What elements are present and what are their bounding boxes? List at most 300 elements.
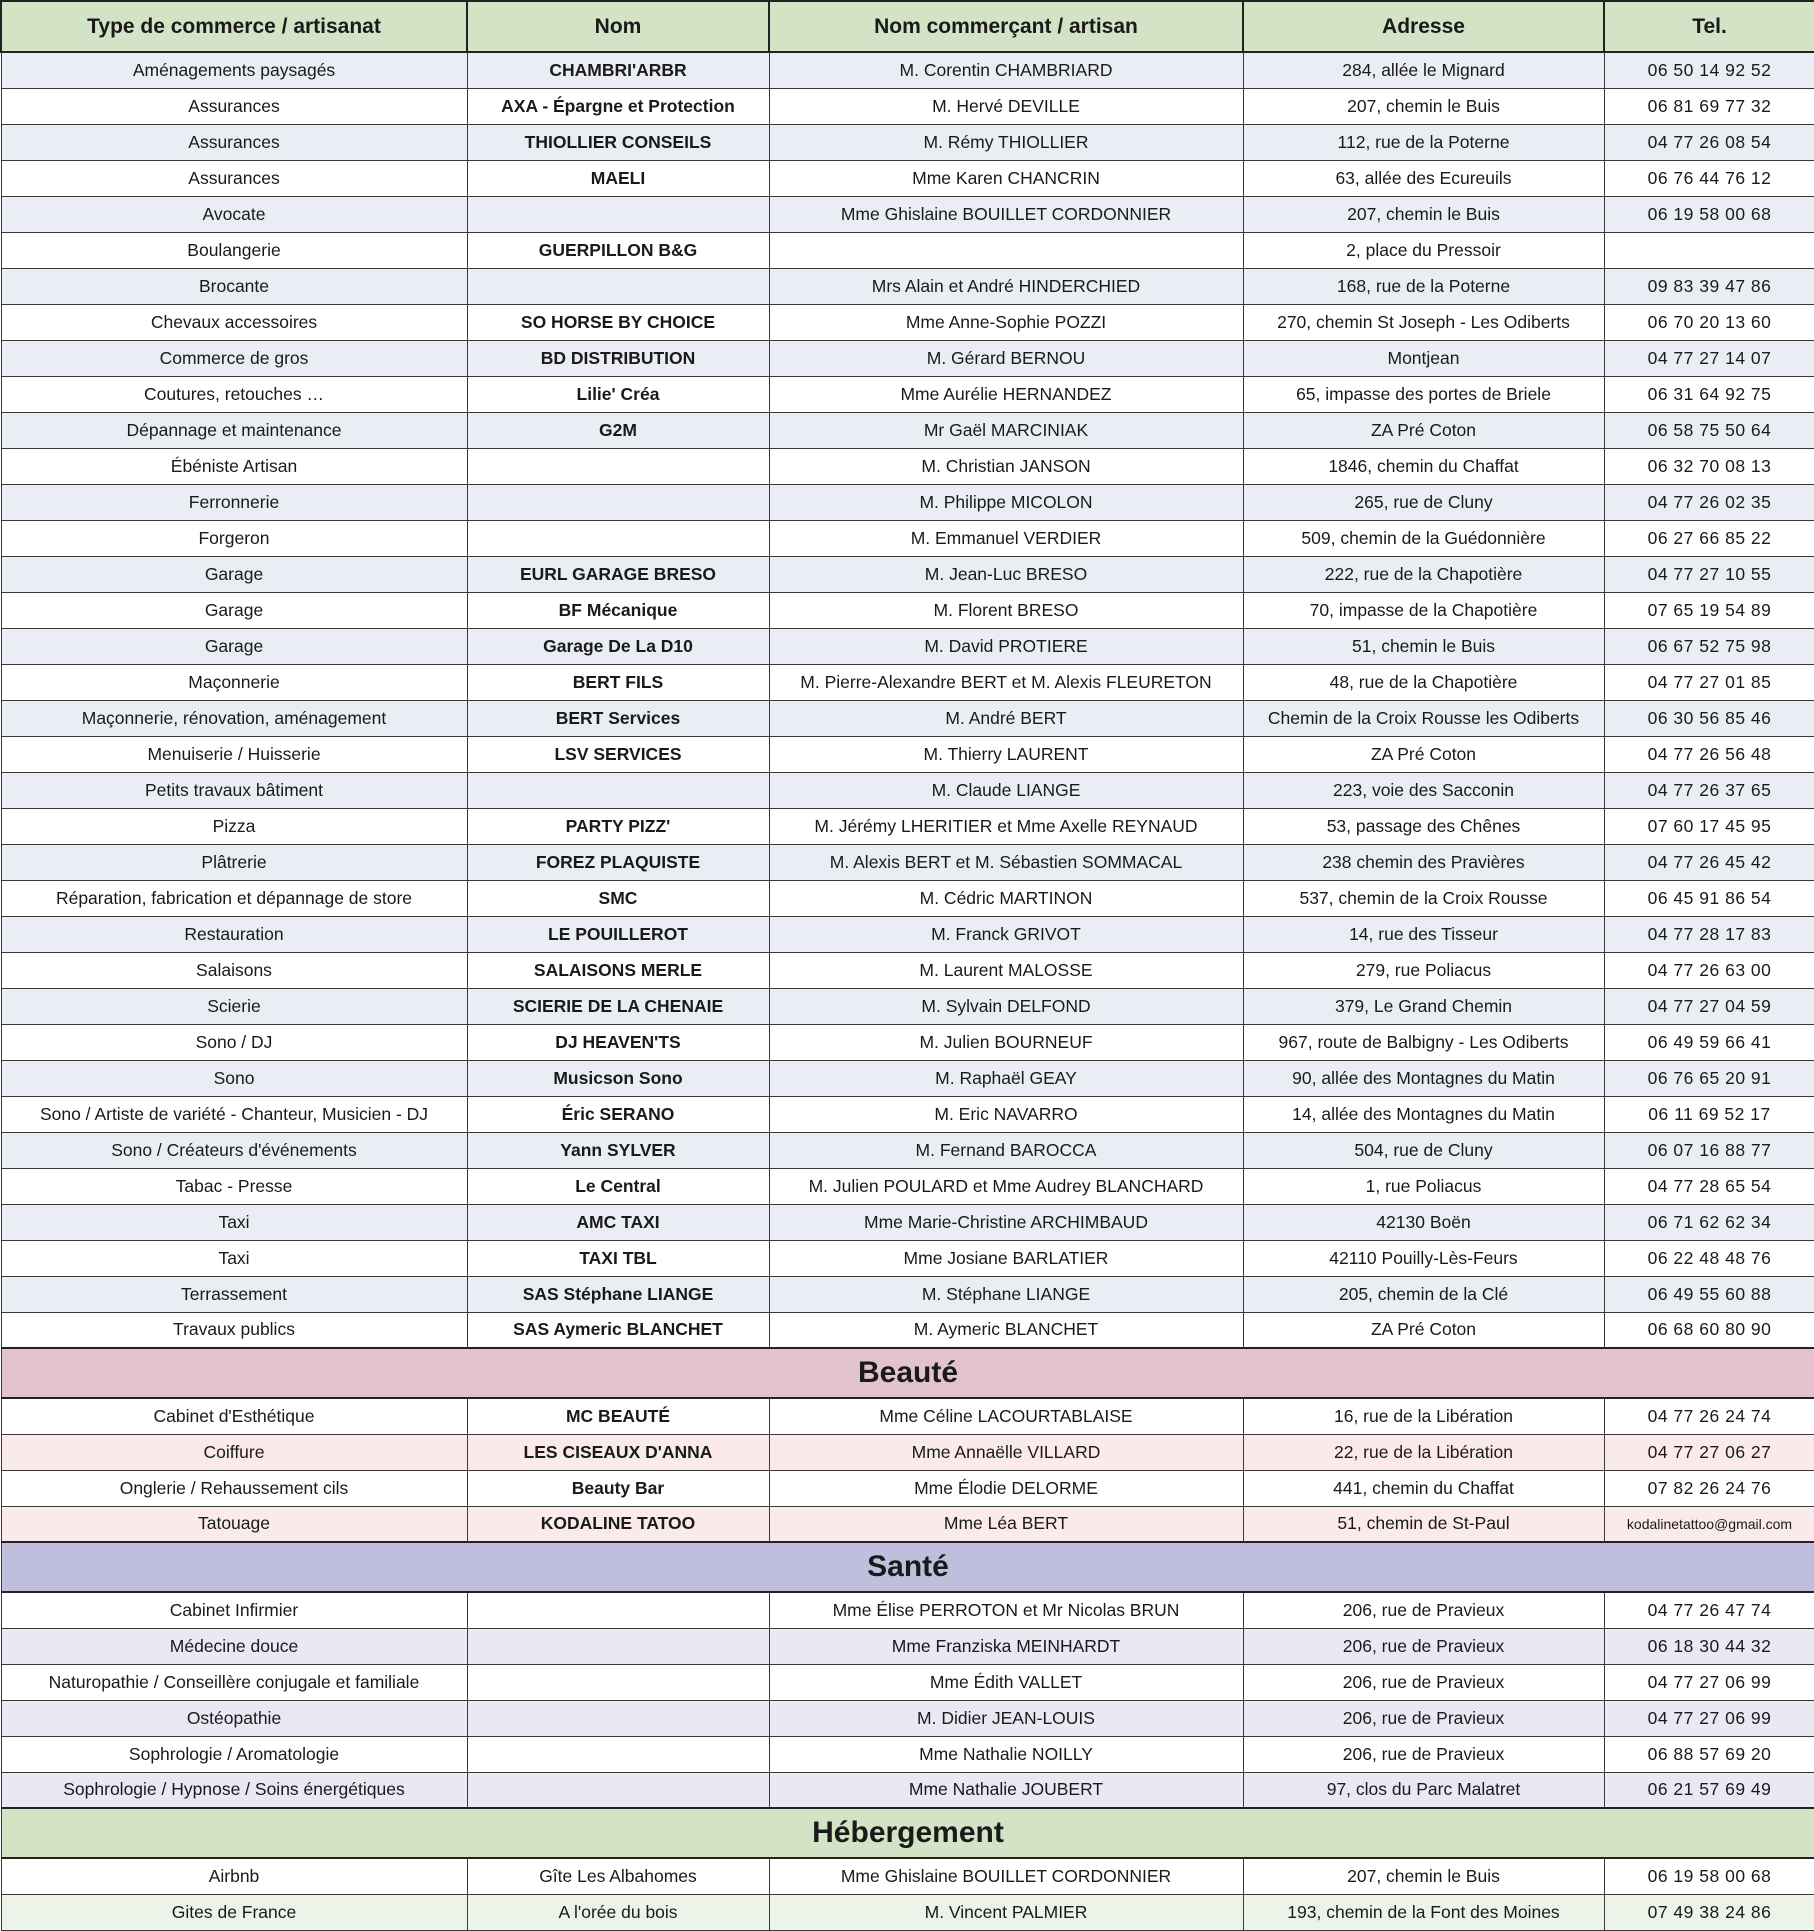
cell-tel: 06 49 55 60 88 [1604,1276,1814,1312]
cell-adresse: 97, clos du Parc Malatret [1243,1772,1604,1808]
cell-nom: SALAISONS MERLE [467,952,769,988]
cell-type: Ostéopathie [1,1700,467,1736]
cell-type: Forgeron [1,520,467,556]
cell-adresse: 63, allée des Ecureuils [1243,160,1604,196]
cell-commercant: M. Sylvain DELFOND [769,988,1243,1024]
cell-nom: SAS Stéphane LIANGE [467,1276,769,1312]
table-body [1,52,1814,1930]
cell-tel: 06 67 52 75 98 [1604,628,1814,664]
cell-type: Onglerie / Rehaussement cils [1,1470,467,1506]
cell-type: Tabac - Presse [1,1168,467,1204]
table-row [1,448,1814,484]
header-commercant: Nom commerçant / artisan [769,1,1243,52]
header-adresse: Adresse [1243,1,1604,52]
table-row [1,484,1814,520]
cell-type: Assurances [1,88,467,124]
table-row [1,1312,1814,1348]
cell-nom [467,772,769,808]
cell-type: Sono / DJ [1,1024,467,1060]
cell-adresse: 53, passage des Chênes [1243,808,1604,844]
cell-adresse: ZA Pré Coton [1243,412,1604,448]
cell-type: Petits travaux bâtiment [1,772,467,808]
cell-type: Restauration [1,916,467,952]
table-row [1,1398,1814,1434]
cell-commercant: M. Vincent PALMIER [769,1894,1243,1930]
table-row [1,1736,1814,1772]
cell-commercant: Mme Anne-Sophie POZZI [769,304,1243,340]
cell-type: Airbnb [1,1858,467,1894]
table-row [1,1700,1814,1736]
cell-nom: AXA - Épargne et Protection [467,88,769,124]
cell-adresse: 48, rue de la Chapotière [1243,664,1604,700]
cell-type: Sophrologie / Hypnose / Soins énergétiques [1,1772,467,1808]
cell-tel: 04 77 27 06 99 [1604,1700,1814,1736]
cell-nom: SCIERIE DE LA CHENAIE [467,988,769,1024]
cell-type: Maçonnerie [1,664,467,700]
section-beaute [1,1348,1814,1398]
cell-type: Médecine douce [1,1628,467,1664]
table-row [1,1434,1814,1470]
cell-tel: 04 77 26 02 35 [1604,484,1814,520]
cell-commercant: M. Aymeric BLANCHET [769,1312,1243,1348]
cell-tel: 04 77 26 24 74 [1604,1398,1814,1434]
cell-type: Plâtrerie [1,844,467,880]
section-beaute-title: Beauté [1,1348,1814,1398]
cell-nom: Musicson Sono [467,1060,769,1096]
table-row [1,844,1814,880]
cell-adresse: 223, voie des Sacconin [1243,772,1604,808]
cell-adresse: ZA Pré Coton [1243,1312,1604,1348]
cell-nom [467,448,769,484]
cell-type: Scierie [1,988,467,1024]
cell-tel: 04 77 26 37 65 [1604,772,1814,808]
cell-nom: THIOLLIER CONSEILS [467,124,769,160]
cell-nom: A l'orée du bois [467,1894,769,1930]
cell-nom: MAELI [467,160,769,196]
cell-commercant: Mme Céline LACOURTABLAISE [769,1398,1243,1434]
cell-commercant: Mme Karen CHANCRIN [769,160,1243,196]
cell-commercant: M. Eric NAVARRO [769,1096,1243,1132]
cell-adresse: Montjean [1243,340,1604,376]
cell-commercant: Mme Élodie DELORME [769,1470,1243,1506]
cell-nom: KODALINE TATOO [467,1506,769,1542]
table-row [1,412,1814,448]
cell-nom: G2M [467,412,769,448]
cell-adresse: 70, impasse de la Chapotière [1243,592,1604,628]
table-row [1,268,1814,304]
cell-adresse: 206, rue de Pravieux [1243,1592,1604,1628]
cell-tel: 06 58 75 50 64 [1604,412,1814,448]
cell-nom: Beauty Bar [467,1470,769,1506]
cell-tel: 06 70 20 13 60 [1604,304,1814,340]
table-row [1,52,1814,88]
cell-type: Boulangerie [1,232,467,268]
cell-commercant: M. Rémy THIOLLIER [769,124,1243,160]
table-row [1,1506,1814,1542]
cell-adresse: Chemin de la Croix Rousse les Odiberts [1243,700,1604,736]
cell-commercant: Mme Léa BERT [769,1506,1243,1542]
cell-tel: 07 60 17 45 95 [1604,808,1814,844]
cell-type: Tatouage [1,1506,467,1542]
table-row [1,664,1814,700]
cell-tel: 06 81 69 77 32 [1604,88,1814,124]
cell-commercant: Mme Nathalie NOILLY [769,1736,1243,1772]
table-row [1,1168,1814,1204]
table-row [1,124,1814,160]
cell-nom: SAS Aymeric BLANCHET [467,1312,769,1348]
cell-commercant: M. Philippe MICOLON [769,484,1243,520]
cell-adresse: 207, chemin le Buis [1243,1858,1604,1894]
cell-adresse: 206, rue de Pravieux [1243,1628,1604,1664]
cell-tel: 04 77 26 63 00 [1604,952,1814,988]
cell-type: Assurances [1,124,467,160]
cell-nom [467,196,769,232]
cell-adresse: 42110 Pouilly-Lès-Feurs [1243,1240,1604,1276]
cell-commercant [769,232,1243,268]
cell-adresse: 379, Le Grand Chemin [1243,988,1604,1024]
table-row [1,1664,1814,1700]
cell-nom: SMC [467,880,769,916]
cell-tel: 04 77 27 06 99 [1604,1664,1814,1700]
cell-tel: 06 19 58 00 68 [1604,1858,1814,1894]
table-row [1,1240,1814,1276]
cell-type: Garage [1,556,467,592]
cell-adresse: 537, chemin de la Croix Rousse [1243,880,1604,916]
cell-nom: GUERPILLON B&G [467,232,769,268]
cell-nom: Yann SYLVER [467,1132,769,1168]
cell-type: Garage [1,592,467,628]
cell-adresse: 42130 Boën [1243,1204,1604,1240]
cell-adresse: 1, rue Poliacus [1243,1168,1604,1204]
table-row [1,1772,1814,1808]
table-row [1,1024,1814,1060]
cell-nom: CHAMBRI'ARBR [467,52,769,88]
cell-nom: Gîte Les Albahomes [467,1858,769,1894]
table-row [1,1894,1814,1930]
cell-nom [467,1592,769,1628]
table-row [1,1470,1814,1506]
cell-type: Sophrologie / Aromatologie [1,1736,467,1772]
cell-commercant: M. Thierry LAURENT [769,736,1243,772]
cell-commercant: Mr Gaël MARCINIAK [769,412,1243,448]
cell-tel: 06 76 65 20 91 [1604,1060,1814,1096]
cell-tel: 06 19 58 00 68 [1604,196,1814,232]
cell-adresse: 441, chemin du Chaffat [1243,1470,1604,1506]
cell-commercant: M. Stéphane LIANGE [769,1276,1243,1312]
table-row [1,1096,1814,1132]
cell-adresse: 206, rue de Pravieux [1243,1736,1604,1772]
table-row [1,376,1814,412]
table-row [1,808,1814,844]
cell-type: Maçonnerie, rénovation, aménagement [1,700,467,736]
cell-type: Chevaux accessoires [1,304,467,340]
cell-tel: 09 83 39 47 86 [1604,268,1814,304]
table-row [1,520,1814,556]
cell-nom: BERT Services [467,700,769,736]
header-row [1,1,1814,52]
header-type: Type de commerce / artisanat [1,1,467,52]
cell-adresse: 65, impasse des portes de Briele [1243,376,1604,412]
table-row [1,1276,1814,1312]
cell-type: Salaisons [1,952,467,988]
cell-commercant: M. Cédric MARTINON [769,880,1243,916]
cell-tel: 06 49 59 66 41 [1604,1024,1814,1060]
cell-type: Cabinet d'Esthétique [1,1398,467,1434]
cell-nom: PARTY PIZZ' [467,808,769,844]
cell-tel: 04 77 27 10 55 [1604,556,1814,592]
cell-tel: 04 77 26 56 48 [1604,736,1814,772]
cell-tel: 04 77 28 65 54 [1604,1168,1814,1204]
table-row [1,736,1814,772]
cell-commercant: Mme Franziska MEINHARDT [769,1628,1243,1664]
table-header [1,1,1814,52]
cell-adresse: 284, allée le Mignard [1243,52,1604,88]
cell-commercant: M. Hervé DEVILLE [769,88,1243,124]
cell-adresse: 207, chemin le Buis [1243,196,1604,232]
section-sante [1,1542,1814,1592]
table-row [1,628,1814,664]
cell-adresse: 238 chemin des Pravières [1243,844,1604,880]
cell-adresse: 51, chemin de St-Paul [1243,1506,1604,1542]
table-row [1,340,1814,376]
cell-commercant: M. Claude LIANGE [769,772,1243,808]
header-nom: Nom [467,1,769,52]
cell-tel: 07 49 38 24 86 [1604,1894,1814,1930]
cell-adresse: 205, chemin de la Clé [1243,1276,1604,1312]
cell-adresse: 1846, chemin du Chaffat [1243,448,1604,484]
cell-nom [467,268,769,304]
cell-adresse: 112, rue de la Poterne [1243,124,1604,160]
cell-commercant: M. Jérémy LHERITIER et Mme Axelle REYNAUD [769,808,1243,844]
cell-nom [467,1664,769,1700]
cell-type: Ébéniste Artisan [1,448,467,484]
cell-tel: 06 71 62 62 34 [1604,1204,1814,1240]
cell-type: Naturopathie / Conseillère conjugale et familiale [1,1664,467,1700]
cell-nom: EURL GARAGE BRESO [467,556,769,592]
table-row [1,88,1814,124]
table-row [1,772,1814,808]
cell-tel: 06 30 56 85 46 [1604,700,1814,736]
cell-commercant: M. Alexis BERT et M. Sébastien SOMMACAL [769,844,1243,880]
cell-tel: 06 07 16 88 77 [1604,1132,1814,1168]
cell-nom [467,1700,769,1736]
cell-tel: 06 45 91 86 54 [1604,880,1814,916]
cell-type: Assurances [1,160,467,196]
cell-type: Avocate [1,196,467,232]
cell-adresse: 967, route de Balbigny - Les Odiberts [1243,1024,1604,1060]
cell-type: Terrassement [1,1276,467,1312]
cell-commercant: M. David PROTIERE [769,628,1243,664]
cell-commercant: Mme Marie-Christine ARCHIMBAUD [769,1204,1243,1240]
table-row [1,988,1814,1024]
cell-commercant: M. Jean-Luc BRESO [769,556,1243,592]
cell-adresse: 90, allée des Montagnes du Matin [1243,1060,1604,1096]
table-row [1,1204,1814,1240]
table-row [1,952,1814,988]
table-row [1,1592,1814,1628]
cell-type: Coiffure [1,1434,467,1470]
cell-type: Travaux publics [1,1312,467,1348]
table-row [1,1858,1814,1894]
cell-nom [467,1628,769,1664]
cell-commercant: M. Emmanuel VERDIER [769,520,1243,556]
cell-nom: TAXI TBL [467,1240,769,1276]
cell-type: Taxi [1,1240,467,1276]
cell-adresse: 207, chemin le Buis [1243,88,1604,124]
cell-tel: 07 65 19 54 89 [1604,592,1814,628]
cell-commercant: Mme Nathalie JOUBERT [769,1772,1243,1808]
cell-commercant: M. Raphaël GEAY [769,1060,1243,1096]
cell-adresse: 265, rue de Cluny [1243,484,1604,520]
cell-commercant: M. Didier JEAN-LOUIS [769,1700,1243,1736]
cell-adresse: 206, rue de Pravieux [1243,1664,1604,1700]
cell-tel: 04 77 26 47 74 [1604,1592,1814,1628]
cell-adresse: 14, rue des Tisseur [1243,916,1604,952]
cell-commercant: Mme Josiane BARLATIER [769,1240,1243,1276]
cell-adresse: 16, rue de la Libération [1243,1398,1604,1434]
cell-tel: 06 68 60 80 90 [1604,1312,1814,1348]
cell-commercant: Mme Ghislaine BOUILLET CORDONNIER [769,196,1243,232]
cell-nom: Lilie' Créa [467,376,769,412]
cell-commercant: M. André BERT [769,700,1243,736]
cell-tel: 06 22 48 48 76 [1604,1240,1814,1276]
cell-nom [467,520,769,556]
cell-nom: MC BEAUTÉ [467,1398,769,1434]
cell-adresse: 168, rue de la Poterne [1243,268,1604,304]
cell-adresse: 51, chemin le Buis [1243,628,1604,664]
cell-tel: 04 77 27 14 07 [1604,340,1814,376]
section-hebergement [1,1808,1814,1858]
table-row [1,196,1814,232]
section-hebergement-title: Hébergement [1,1808,1814,1858]
cell-tel: 07 82 26 24 76 [1604,1470,1814,1506]
cell-type: Sono / Créateurs d'événements [1,1132,467,1168]
table-row [1,700,1814,736]
cell-commercant: M. Florent BRESO [769,592,1243,628]
cell-nom: AMC TAXI [467,1204,769,1240]
cell-commercant: Mme Édith VALLET [769,1664,1243,1700]
table-row [1,916,1814,952]
cell-commercant: M. Christian JANSON [769,448,1243,484]
cell-tel: kodalinetattoo@gmail.com [1604,1506,1814,1542]
cell-tel: 06 50 14 92 52 [1604,52,1814,88]
table-row [1,160,1814,196]
cell-type: Sono [1,1060,467,1096]
cell-tel: 06 21 57 69 49 [1604,1772,1814,1808]
cell-type: Gites de France [1,1894,467,1930]
cell-tel: 06 27 66 85 22 [1604,520,1814,556]
cell-commercant: M. Julien POULARD et Mme Audrey BLANCHARD [769,1168,1243,1204]
table-row [1,1628,1814,1664]
cell-commercant: Mme Aurélie HERNANDEZ [769,376,1243,412]
cell-tel: 06 76 44 76 12 [1604,160,1814,196]
cell-adresse: 279, rue Poliacus [1243,952,1604,988]
cell-commercant: Mme Ghislaine BOUILLET CORDONNIER [769,1858,1243,1894]
cell-tel: 04 77 26 45 42 [1604,844,1814,880]
cell-adresse: 222, rue de la Chapotière [1243,556,1604,592]
cell-adresse: 22, rue de la Libération [1243,1434,1604,1470]
table-row [1,1060,1814,1096]
cell-nom: SO HORSE BY CHOICE [467,304,769,340]
cell-commercant: Mme Élise PERROTON et Mr Nicolas BRUN [769,1592,1243,1628]
cell-tel: 04 77 28 17 83 [1604,916,1814,952]
table-row [1,880,1814,916]
cell-type: Ferronnerie [1,484,467,520]
cell-nom: BERT FILS [467,664,769,700]
cell-commercant: M. Laurent MALOSSE [769,952,1243,988]
cell-type: Coutures, retouches … [1,376,467,412]
cell-tel: 04 77 27 06 27 [1604,1434,1814,1470]
cell-nom [467,1736,769,1772]
header-tel: Tel. [1604,1,1814,52]
cell-tel: 04 77 27 04 59 [1604,988,1814,1024]
cell-tel: 06 32 70 08 13 [1604,448,1814,484]
cell-nom [467,1772,769,1808]
cell-tel: 06 18 30 44 32 [1604,1628,1814,1664]
cell-adresse: 504, rue de Cluny [1243,1132,1604,1168]
cell-tel: 06 11 69 52 17 [1604,1096,1814,1132]
cell-type: Brocante [1,268,467,304]
cell-adresse: 206, rue de Pravieux [1243,1700,1604,1736]
cell-commercant: M. Corentin CHAMBRIARD [769,52,1243,88]
cell-type: Pizza [1,808,467,844]
cell-tel: 06 88 57 69 20 [1604,1736,1814,1772]
table-row [1,592,1814,628]
cell-commercant: M. Franck GRIVOT [769,916,1243,952]
cell-commercant: Mme Annaëlle VILLARD [769,1434,1243,1470]
cell-nom: LE POUILLEROT [467,916,769,952]
cell-nom: LSV SERVICES [467,736,769,772]
cell-commercant: M. Pierre-Alexandre BERT et M. Alexis FLEURETON [769,664,1243,700]
table-row [1,1132,1814,1168]
cell-nom [467,484,769,520]
cell-type: Taxi [1,1204,467,1240]
cell-type: Réparation, fabrication et dépannage de store [1,880,467,916]
cell-type: Menuiserie / Huisserie [1,736,467,772]
cell-nom: FOREZ PLAQUISTE [467,844,769,880]
table-row [1,232,1814,268]
cell-tel: 06 31 64 92 75 [1604,376,1814,412]
cell-nom: BF Mécanique [467,592,769,628]
cell-tel: 04 77 27 01 85 [1604,664,1814,700]
table-row [1,304,1814,340]
cell-type: Dépannage et maintenance [1,412,467,448]
section-sante-title: Santé [1,1542,1814,1592]
cell-adresse: 2, place du Pressoir [1243,232,1604,268]
cell-commercant: M. Gérard BERNOU [769,340,1243,376]
cell-type: Sono / Artiste de variété - Chanteur, Musicien - DJ [1,1096,467,1132]
table-row [1,556,1814,592]
cell-adresse: 270, chemin St Joseph - Les Odiberts [1243,304,1604,340]
cell-adresse: 193, chemin de la Font des Moines [1243,1894,1604,1930]
cell-commercant: Mrs Alain et André HINDERCHIED [769,268,1243,304]
cell-nom: Garage De La D10 [467,628,769,664]
cell-commercant: M. Julien BOURNEUF [769,1024,1243,1060]
cell-type: Cabinet Infirmier [1,1592,467,1628]
cell-adresse: 509, chemin de la Guédonnière [1243,520,1604,556]
cell-tel [1604,232,1814,268]
cell-type: Garage [1,628,467,664]
cell-nom: BD DISTRIBUTION [467,340,769,376]
cell-tel: 04 77 26 08 54 [1604,124,1814,160]
cell-type: Commerce de gros [1,340,467,376]
cell-type: Aménagements paysagés [1,52,467,88]
cell-adresse: ZA Pré Coton [1243,736,1604,772]
cell-nom: Éric SERANO [467,1096,769,1132]
cell-nom: DJ HEAVEN'TS [467,1024,769,1060]
cell-nom: LES CISEAUX D'ANNA [467,1434,769,1470]
cell-adresse: 14, allée des Montagnes du Matin [1243,1096,1604,1132]
